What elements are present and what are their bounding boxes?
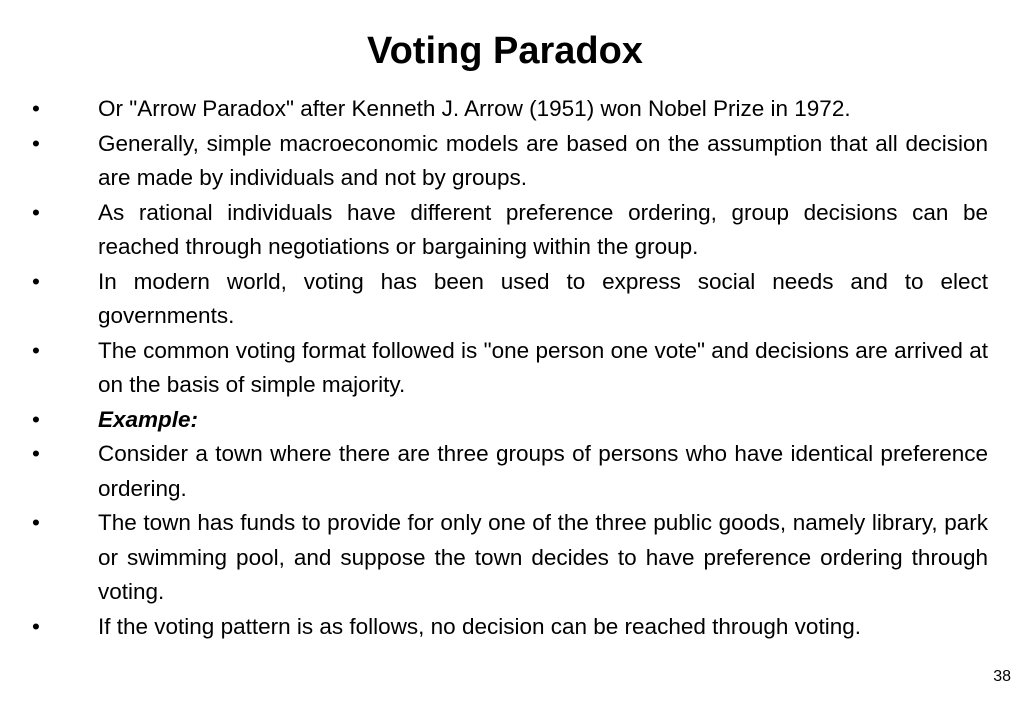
bullet-item bbox=[32, 506, 988, 610]
page-number: 38 bbox=[993, 668, 1011, 685]
bullet-item bbox=[32, 92, 988, 127]
bullet-item bbox=[32, 437, 988, 506]
example-heading: Example: bbox=[98, 406, 199, 432]
bullet-marker: • bbox=[32, 510, 40, 535]
bullet-item bbox=[32, 127, 988, 196]
bullet-text: If the voting pattern is as follows, no decision can be reached through voting. bbox=[98, 613, 861, 639]
bullet-item bbox=[32, 265, 988, 334]
bullet-marker: • bbox=[32, 613, 40, 639]
bullet-text: In modern world, voting has been used to express social needs and to elect governments. bbox=[98, 268, 988, 328]
bullet-text: Consider a town where there are three groups of persons who have identical preference ordering. bbox=[98, 441, 988, 501]
bullet-marker: • bbox=[32, 441, 40, 466]
bullet-item-example bbox=[32, 403, 988, 438]
slide-title: Voting Paradox bbox=[367, 30, 643, 72]
bullet-marker: • bbox=[32, 130, 40, 156]
bullet-text: The common voting format followed is "one person one vote" and decisions are arrived at on the basis of simple majority. bbox=[98, 337, 988, 397]
bullet-marker: • bbox=[32, 268, 40, 294]
bullet-text: As rational individuals have different preference ordering, group decisions can be reached through negotiations or bargaining within the group. bbox=[98, 199, 988, 259]
bullet-text: The town has funds to provide for only one of the three public goods, namely library, park or swimming pool, and suppose the town decides to have preference ordering through voting. bbox=[98, 510, 988, 604]
bullet-list bbox=[32, 92, 988, 644]
bullet-item bbox=[32, 610, 988, 645]
bullet-item bbox=[32, 334, 988, 403]
bullet-marker: • bbox=[32, 96, 40, 121]
bullet-marker: • bbox=[32, 337, 40, 363]
bullet-text: Generally, simple macroeconomic models are based on the assumption that all decision are made by individuals and not by groups. bbox=[98, 130, 988, 190]
bullet-item bbox=[32, 196, 988, 265]
bullet-marker: • bbox=[32, 199, 40, 225]
bullet-marker: • bbox=[32, 406, 40, 432]
bullet-text: Or "Arrow Paradox" after Kenneth J. Arrow (1951) won Nobel Prize in 1972. bbox=[98, 96, 851, 121]
